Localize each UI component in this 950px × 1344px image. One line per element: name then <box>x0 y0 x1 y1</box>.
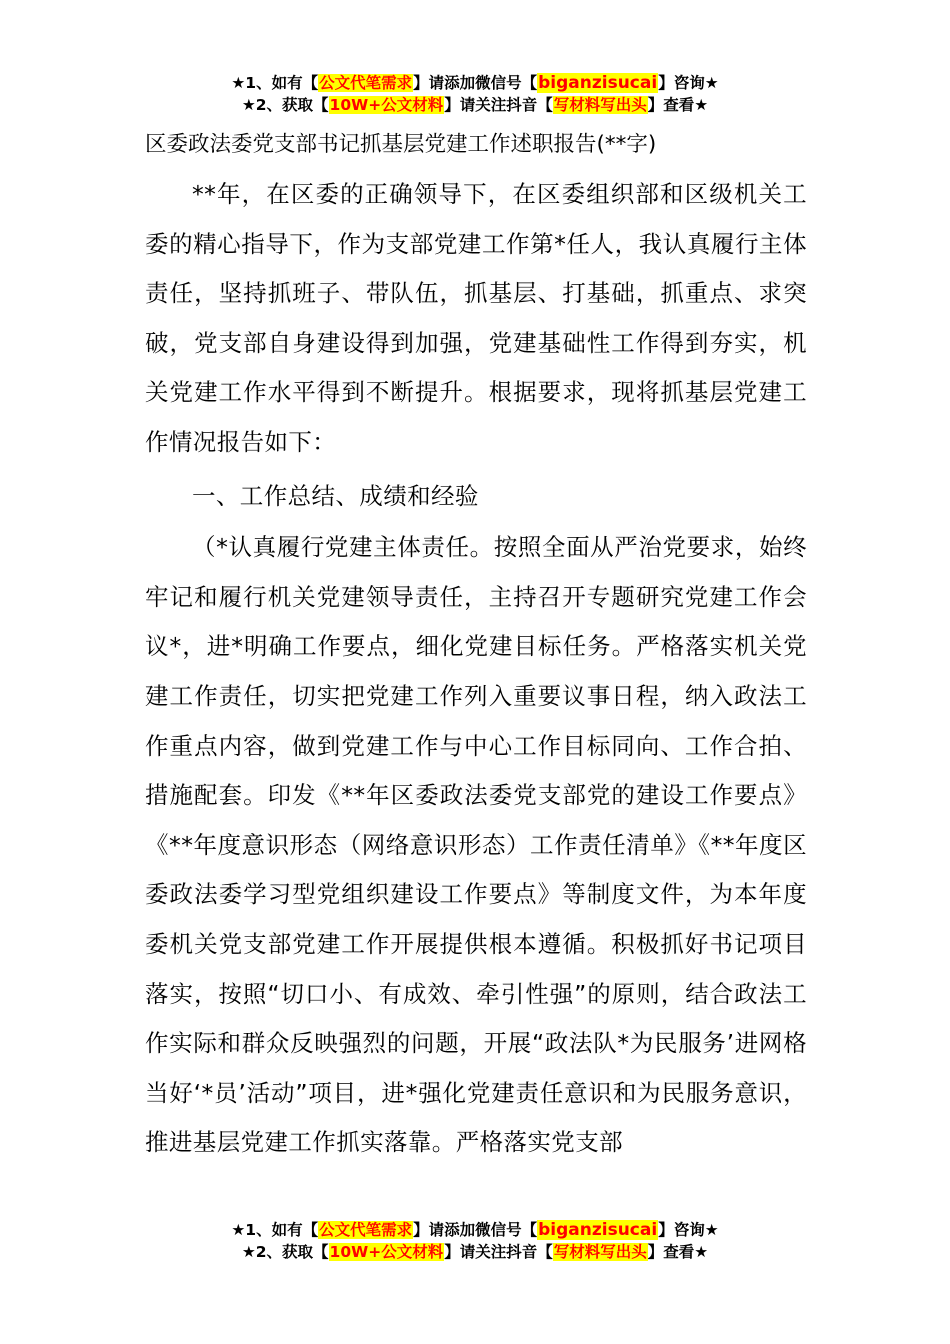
promo-highlight-wechat: biganzisucai <box>538 73 658 93</box>
promo-highlight-service-bottom: 公文代笔需求 <box>319 1221 413 1239</box>
intro-paragraph: **年，在区委的正确领导下，在区委组织部和区级机关工委的精心指导下，作为支部党建工作第*任人，我认真履行主体责任，坚持抓班子、带队伍，抓基层、打基础，抓重点、求突破，党支部自身建设得到加强，党建基础性工作得到夯实，机关党建工作水平得到不断提升。根据要求，现将抓基层党建工作情况报告如下： <box>145 180 807 456</box>
section-heading-1: 一、工作总结、成绩和经验 <box>192 481 479 510</box>
promo-line-2-prefix-bottom: ★2、获取【 <box>241 1243 329 1261</box>
promo-line-2-prefix: ★2、获取【 <box>241 96 329 114</box>
section-1-paragraph-1: （*认真履行党建主体责任。按照全面从严治党要求，始终牢记和履行机关党建领导责任，主持召开专题研究党建工作会议*，进*明确工作要点，细化党建目标任务。严格落实机关党建工作责任，切实把党建工作列入重要议事日程，纳入政法工作重点内容，做到党建工作与中心工作目标同向、工作合拍、措施配套。印发《**年区委政法委党支部党的建设工作要点》《**年度意识形态（网络意识形态）工作责任清单》《**年度区委政法委学习型党组织建设工作要点》等制度文件，为本年度委机关党支部党建工作开展提供根本遵循。积极抓好书记项目落实，按照“切口小、有成效、牵引性强”的原则，结合政法工作实际和群众反映强烈的问题，开展“政法队*为民服务’进网格当好‘*员’活动”项目，进*强化党建责任意识和为民服务意识，推进基层党建工作抓实落靠。严格落实党支部 <box>145 533 807 1157</box>
promo-highlight-wechat-bottom: biganzisucai <box>538 1220 658 1240</box>
document-body-viewport <box>0 160 950 1212</box>
promo-line-2-middle-bottom: 】请关注抖音【 <box>444 1243 553 1261</box>
promo-line-2 <box>0 94 950 116</box>
promo-line-1-suffix-bottom: 】咨询★ <box>658 1221 719 1239</box>
promo-line-2-middle: 】请关注抖音【 <box>444 96 553 114</box>
promo-line-1-prefix-bottom: ★1、如有【 <box>231 1221 319 1239</box>
document-body <box>145 170 807 1168</box>
promo-line-1-prefix: ★1、如有【 <box>231 74 319 92</box>
promo-line-1-middle: 】请添加微信号【 <box>413 74 538 92</box>
promo-highlight-materials: 10W+公文材料 <box>329 96 444 114</box>
promo-line-2-suffix-bottom: 】查看★ <box>647 1243 709 1261</box>
promo-banner-top <box>0 72 950 116</box>
promo-highlight-materials-bottom: 10W+公文材料 <box>329 1243 444 1261</box>
document-title: 区委政法委党支部书记抓基层党建工作述职报告(**字) <box>145 132 657 157</box>
promo-line-1-bottom <box>0 1219 950 1241</box>
promo-highlight-service: 公文代笔需求 <box>319 74 413 92</box>
promo-line-2-suffix: 】查看★ <box>647 96 709 114</box>
promo-line-1-suffix: 】咨询★ <box>658 74 719 92</box>
promo-line-2-bottom <box>0 1241 950 1263</box>
promo-highlight-douyin-bottom: 写材料写出头 <box>553 1243 647 1261</box>
promo-line-1 <box>0 72 950 94</box>
promo-banner-bottom <box>0 1219 950 1263</box>
promo-highlight-douyin: 写材料写出头 <box>553 96 647 114</box>
promo-line-1-middle-bottom: 】请添加微信号【 <box>413 1221 538 1239</box>
